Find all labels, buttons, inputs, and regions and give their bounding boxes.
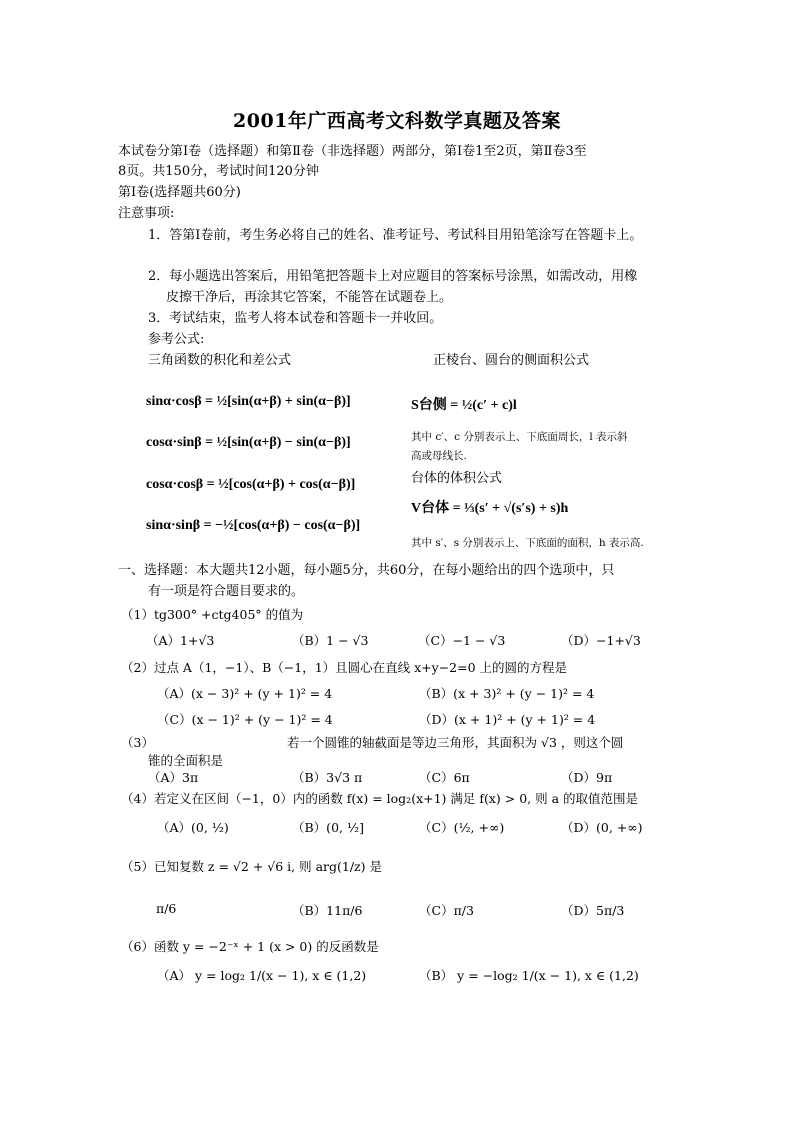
q3-option-c: （C）6π bbox=[419, 770, 470, 785]
q1-option-c: （C）−1 − √3 bbox=[418, 633, 506, 648]
q3-option-b: （B）3√3 π bbox=[292, 770, 363, 785]
q6-option-b: （B） y = −log₂ 1/(x − 1), x ∈ (1,2) bbox=[419, 968, 639, 983]
formula-frustum-volume: V台体 = ⅓(s′ + √(s′s) + s)h bbox=[411, 501, 569, 516]
frustum-volume-note: 其中 s′、s 分别表示上、下底面的面积，h 表示高. bbox=[411, 537, 644, 549]
q6-stem: （6）函数 y = −2⁻ˣ + 1 (x > 0) 的反函数是 bbox=[121, 939, 379, 954]
frustum-volume-heading: 台体的体积公式 bbox=[411, 471, 503, 486]
page-title: 2001年广西高考文科数学真题及答案 bbox=[233, 110, 561, 132]
trig-formula-heading: 三角函数的积化和差公式 bbox=[148, 353, 292, 368]
q5-option-a: π/6 bbox=[156, 901, 177, 916]
q3-option-d: （D）9π bbox=[561, 770, 613, 785]
note-1: 1．答第Ⅰ卷前，考生务必将自己的姓名、准考证号、考试科目用铅笔涂写在答题卡上。 bbox=[148, 228, 643, 243]
reference-heading: 参考公式: bbox=[148, 332, 205, 347]
notes-heading: 注意事项: bbox=[118, 206, 175, 221]
q3-stem: 若一个圆锥的轴截面是等边三角形，其面积为 √3 ，则这个圆 bbox=[287, 735, 624, 750]
q1-option-d: （D）−1+√3 bbox=[561, 633, 641, 648]
frustum-area-heading: 正棱台、圆台的侧面积公式 bbox=[433, 353, 590, 368]
section-1-line-1: 一、选择题：本大题共12小题，每小题5分，共60分，在每小题给出的四个选项中，只 bbox=[118, 563, 615, 578]
formula-cos-sin: cosα·sinβ = ½[sin(α+β) − sin(α−β)] bbox=[146, 435, 351, 450]
q5-option-d: （D）5π/3 bbox=[561, 903, 625, 918]
note-2b: 皮擦干净后，再涂其它答案，不能答在试题卷上。 bbox=[166, 290, 453, 305]
q4-option-c: （C）(½, +∞) bbox=[419, 820, 505, 835]
q1-option-b: （B）1 − √3 bbox=[292, 633, 369, 648]
q4-option-d: （D）(0, +∞) bbox=[561, 820, 643, 835]
section-1-line-2: 有一项是符合题目要求的。 bbox=[148, 584, 305, 599]
q4-option-b: （B）(0, ½] bbox=[292, 820, 364, 835]
formula-frustum-area: S台侧 = ½(c′ + c)l bbox=[411, 398, 517, 413]
q3-number: （3） bbox=[121, 735, 154, 750]
q2-option-c: （C）(x − 1)² + (y − 1)² = 4 bbox=[157, 712, 333, 727]
q2-option-b: （B）(x + 3)² + (y − 1)² = 4 bbox=[419, 686, 595, 701]
q2-stem: （2）过点 A（1，−1）、B（−1，1）且圆心在直线 x+y−2=0 上的圆的方程是 bbox=[121, 660, 568, 675]
q3-stem-2: 锥的全面积是 bbox=[148, 753, 224, 768]
q5-option-c: （C）π/3 bbox=[419, 903, 474, 918]
frustum-area-note-2: 高或母线长. bbox=[411, 450, 467, 462]
q1-option-a: （A）1+√3 bbox=[146, 633, 215, 648]
q2-option-a: （A）(x − 3)² + (y + 1)² = 4 bbox=[157, 686, 333, 701]
q4-option-a: （A）(0, ½) bbox=[157, 820, 229, 835]
intro-line-1: 本试卷分第Ⅰ卷（选择题）和第Ⅱ卷（非选择题）两部分，第Ⅰ卷1至2页，第Ⅱ卷3至 bbox=[118, 144, 587, 159]
note-3: 3．考试结束，监考人将本试卷和答题卡一并收回。 bbox=[148, 311, 443, 326]
frustum-area-note-1: 其中 c′、c 分别表示上、下底面周长，l 表示斜 bbox=[411, 431, 628, 443]
part1-heading: 第Ⅰ卷(选择题共60分) bbox=[118, 185, 241, 200]
q1-stem: （1）tg300° +ctg405° 的值为 bbox=[121, 607, 304, 622]
formula-sin-sin: sinα·sinβ = −½[cos(α+β) − cos(α−β)] bbox=[146, 518, 361, 533]
q2-option-d: （D）(x + 1)² + (y + 1)² = 4 bbox=[419, 712, 596, 727]
intro-line-2: 8页。共150分，考试时间120分钟 bbox=[118, 164, 319, 179]
q6-option-a: （A） y = log₂ 1/(x − 1), x ∈ (1,2) bbox=[157, 968, 367, 983]
q5-option-b: （B）11π/6 bbox=[292, 903, 363, 918]
q3-option-a: （A）3π bbox=[148, 770, 199, 785]
q5-stem: （5）已知复数 z = √2 + √6 i, 则 arg(1/z) 是 bbox=[121, 859, 382, 874]
q4-stem: （4）若定义在区间（−1，0）内的函数 f(x) = log₂(x+1) 满足 f(x) > 0, 则 a 的取值范围是 bbox=[121, 791, 639, 806]
note-2a: 2．每小题选出答案后，用铅笔把答题卡上对应题目的答案标号涂黑，如需改动，用橡 bbox=[148, 269, 638, 284]
formula-sin-cos: sinα·cosβ = ½[sin(α+β) + sin(α−β)] bbox=[146, 394, 351, 409]
formula-cos-cos: cosα·cosβ = ½[cos(α+β) + cos(α−β)] bbox=[146, 477, 356, 492]
